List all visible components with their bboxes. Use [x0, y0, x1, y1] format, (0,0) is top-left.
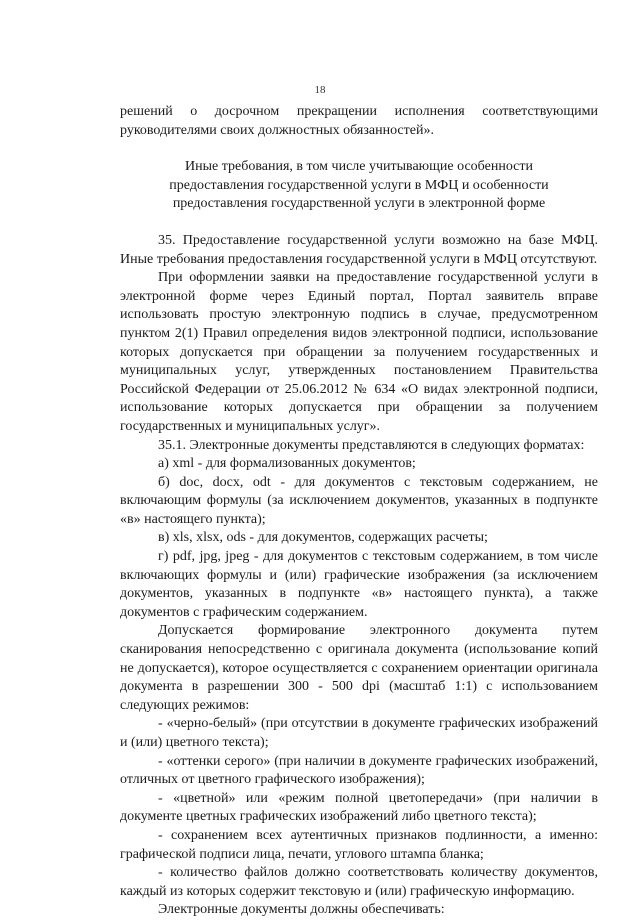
list-item-a: а) xml - для формализованных документов;	[158, 456, 416, 472]
dash-item-color: - «цветной» или «режим полной цветопередачи» (при наличии в документе цветных графических изображений либо цветного текста);	[120, 790, 598, 825]
list-item-v: в) xls, xlsx, ods - для документов, содержащих расчеты;	[158, 530, 488, 546]
section-heading-line: предоставления государственной услуги в электронной форме	[172, 196, 546, 212]
paragraph-electronic-signature: При оформлении заявки на предоставление государственной услуги в электронной форме через Единый портал, Портал заявитель вправе использовать простую электронную подпись в случае, предусмотренном пунктом 2(1) Правил определения видов электронной подписи, использование которых допускается при обращении за получением государственных и муниципальных услуг, утвержденных постановлением Правительства Российской Федерации от 25.06.2012 № 634 «О видах электронной подписи, использование которых допускается при обращении за получением государственных и муниципальных услуг».	[120, 270, 598, 434]
dash-item-file-count: - количество файлов должно соответствовать количеству документов, каждый из которых содержит текстовую и (или) графическую информацию.	[120, 865, 598, 899]
paragraph-35: 35. Предоставление государственной услуги возможно на базе МФЦ. Иные требования предоставления государственной услуги в МФЦ отсутствуют.	[120, 232, 598, 267]
list-item-g: г) pdf, jpg, jpeg - для документов с текстовым содержанием, в том числе включающих формулы и (или) графические изображения (за исключением документов, указанных в подпункте «в» настоящего пункта), а также документов с графическим содержанием.	[120, 549, 598, 620]
page-number: 18	[314, 84, 326, 96]
dash-item-authenticity: - сохранением всех аутентичных признаков подлинности, а именно: графической подписи лица, печати, углового штампа бланка;	[120, 827, 598, 862]
paragraph-scanning: Допускается формирование электронного документа путем сканирования непосредственно с оригинала документа (использование копий не допускается), которое осуществляется с сохранением ориентации оригинала документа в разрешении 300 - 500 dpi (масштаб 1:1) с использованием следующих режимов:	[120, 623, 598, 713]
list-item-b: б) doc, docx, odt - для документов с текстовым содержанием, не включающим формулы (за исключением документов, указанных в подпункте «в» настоящего пункта);	[120, 474, 598, 527]
section-heading-line: Иные требования, в том числе учитывающие особенности	[184, 159, 533, 175]
dash-item-bw: - «черно-белый» (при отсутствии в документе графических изображений и (или) цветного текста);	[120, 716, 598, 750]
document-body	[120, 103, 598, 920]
section-heading	[120, 158, 598, 214]
dash-item-grayscale: - «оттенки серого» (при наличии в документе графических изображений, отличных от цветного графического изображения);	[120, 753, 598, 788]
paragraph-35-1: 35.1. Электронные документы представляются в следующих форматах:	[158, 437, 585, 453]
continuation-paragraph: решений о досрочном прекращении исполнения соответствующими руководителями своих должностных обязанностей».	[120, 104, 598, 138]
paragraph-requirements: Электронные документы должны обеспечивать:	[158, 902, 445, 918]
section-heading-line: предоставления государственной услуги в МФЦ и особенности	[169, 177, 549, 193]
